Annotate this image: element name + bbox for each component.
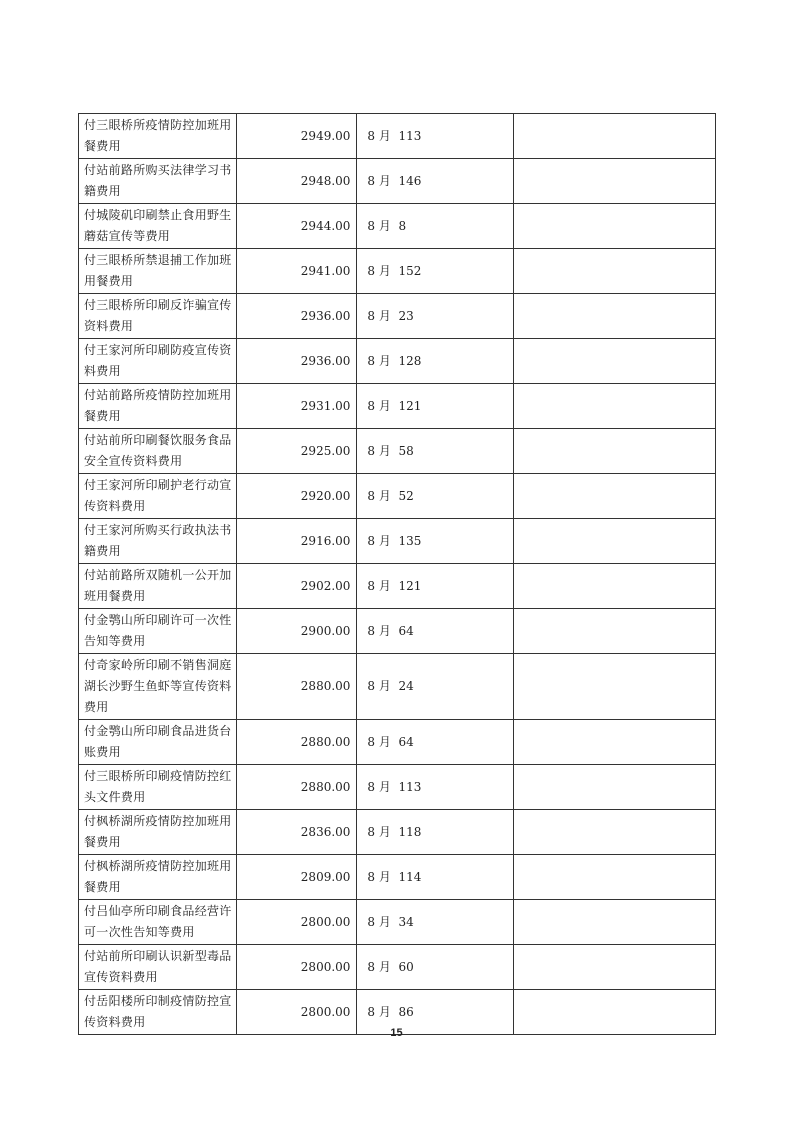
- date-cell: 8 月 34: [357, 900, 513, 945]
- amount-cell: 2809.00: [237, 855, 357, 900]
- table-row: [79, 294, 716, 339]
- amount-cell: 2949.00: [237, 114, 357, 159]
- table-row: [79, 810, 716, 855]
- date-cell: 8 月 135: [357, 519, 513, 564]
- table-row: [79, 249, 716, 294]
- date-cell: 8 月 128: [357, 339, 513, 384]
- table-row: [79, 384, 716, 429]
- note-cell: [513, 720, 715, 765]
- table-row: [79, 474, 716, 519]
- description-cell: 付奇家岭所印刷不销售洞庭湖长沙野生鱼虾等宣传资料费用: [79, 654, 237, 720]
- description-cell: 付三眼桥所印刷疫情防控红头文件费用: [79, 765, 237, 810]
- table-row: [79, 945, 716, 990]
- date-cell: 8 月 24: [357, 654, 513, 720]
- note-cell: [513, 765, 715, 810]
- description-cell: 付金鹗山所印刷食品进货台账费用: [79, 720, 237, 765]
- table-row: [79, 855, 716, 900]
- description-cell: 付王家河所购买行政执法书籍费用: [79, 519, 237, 564]
- description-cell: 付三眼桥所印刷反诈骗宣传资料费用: [79, 294, 237, 339]
- date-cell: 8 月 8: [357, 204, 513, 249]
- description-cell: 付站前所印刷餐饮服务食品安全宣传资料费用: [79, 429, 237, 474]
- date-cell: 8 月 64: [357, 609, 513, 654]
- description-cell: 付王家河所印刷护老行动宣传资料费用: [79, 474, 237, 519]
- date-cell: 8 月 64: [357, 720, 513, 765]
- amount-cell: 2936.00: [237, 294, 357, 339]
- note-cell: [513, 249, 715, 294]
- description-cell: 付站前路所购买法律学习书籍费用: [79, 159, 237, 204]
- note-cell: [513, 654, 715, 720]
- table-row: [79, 720, 716, 765]
- expense-table: [78, 113, 716, 1035]
- date-cell: 8 月 60: [357, 945, 513, 990]
- table-row: [79, 114, 716, 159]
- date-cell: 8 月 146: [357, 159, 513, 204]
- date-cell: 8 月 23: [357, 294, 513, 339]
- amount-cell: 2800.00: [237, 945, 357, 990]
- note-cell: [513, 159, 715, 204]
- amount-cell: 2800.00: [237, 990, 357, 1035]
- table-row: [79, 159, 716, 204]
- description-cell: 付站前路所双随机一公开加班用餐费用: [79, 564, 237, 609]
- expense-table-container: [78, 113, 716, 1035]
- note-cell: [513, 564, 715, 609]
- description-cell: 付金鹗山所印刷许可一次性告知等费用: [79, 609, 237, 654]
- note-cell: [513, 429, 715, 474]
- note-cell: [513, 294, 715, 339]
- table-row: [79, 204, 716, 249]
- description-cell: 付城陵矶印刷禁止食用野生蘑菇宣传等费用: [79, 204, 237, 249]
- amount-cell: 2925.00: [237, 429, 357, 474]
- description-cell: 付三眼桥所禁退捕工作加班用餐费用: [79, 249, 237, 294]
- amount-cell: 2800.00: [237, 900, 357, 945]
- amount-cell: 2880.00: [237, 654, 357, 720]
- description-cell: 付王家河所印刷防疫宣传资料费用: [79, 339, 237, 384]
- date-cell: 8 月 121: [357, 564, 513, 609]
- table-row: [79, 429, 716, 474]
- table-row: [79, 654, 716, 720]
- note-cell: [513, 609, 715, 654]
- amount-cell: 2941.00: [237, 249, 357, 294]
- description-cell: 付枫桥湖所疫情防控加班用餐费用: [79, 810, 237, 855]
- table-row: [79, 339, 716, 384]
- note-cell: [513, 204, 715, 249]
- date-cell: 8 月 86: [357, 990, 513, 1035]
- amount-cell: 2948.00: [237, 159, 357, 204]
- amount-cell: 2920.00: [237, 474, 357, 519]
- page-number: 15: [390, 1027, 403, 1039]
- description-cell: 付枫桥湖所疫情防控加班用餐费用: [79, 855, 237, 900]
- table-row: [79, 519, 716, 564]
- note-cell: [513, 900, 715, 945]
- description-cell: 付岳阳楼所印制疫情防控宣传资料费用: [79, 990, 237, 1035]
- amount-cell: 2944.00: [237, 204, 357, 249]
- note-cell: [513, 339, 715, 384]
- note-cell: [513, 114, 715, 159]
- table-row: [79, 564, 716, 609]
- table-row: [79, 900, 716, 945]
- amount-cell: 2902.00: [237, 564, 357, 609]
- table-row: [79, 609, 716, 654]
- amount-cell: 2836.00: [237, 810, 357, 855]
- note-cell: [513, 384, 715, 429]
- note-cell: [513, 474, 715, 519]
- date-cell: 8 月 52: [357, 474, 513, 519]
- amount-cell: 2931.00: [237, 384, 357, 429]
- amount-cell: 2880.00: [237, 765, 357, 810]
- date-cell: 8 月 113: [357, 765, 513, 810]
- note-cell: [513, 945, 715, 990]
- description-cell: 付三眼桥所疫情防控加班用餐费用: [79, 114, 237, 159]
- amount-cell: 2936.00: [237, 339, 357, 384]
- date-cell: 8 月 113: [357, 114, 513, 159]
- table-row: [79, 765, 716, 810]
- date-cell: 8 月 121: [357, 384, 513, 429]
- note-cell: [513, 519, 715, 564]
- description-cell: 付吕仙亭所印刷食品经营许可一次性告知等费用: [79, 900, 237, 945]
- date-cell: 8 月 58: [357, 429, 513, 474]
- date-cell: 8 月 152: [357, 249, 513, 294]
- description-cell: 付站前所印刷认识新型毒品宣传资料费用: [79, 945, 237, 990]
- date-cell: 8 月 118: [357, 810, 513, 855]
- amount-cell: 2916.00: [237, 519, 357, 564]
- date-cell: 8 月 114: [357, 855, 513, 900]
- expense-table-body: [79, 114, 716, 1035]
- note-cell: [513, 855, 715, 900]
- note-cell: [513, 810, 715, 855]
- amount-cell: 2880.00: [237, 720, 357, 765]
- description-cell: 付站前路所疫情防控加班用餐费用: [79, 384, 237, 429]
- amount-cell: 2900.00: [237, 609, 357, 654]
